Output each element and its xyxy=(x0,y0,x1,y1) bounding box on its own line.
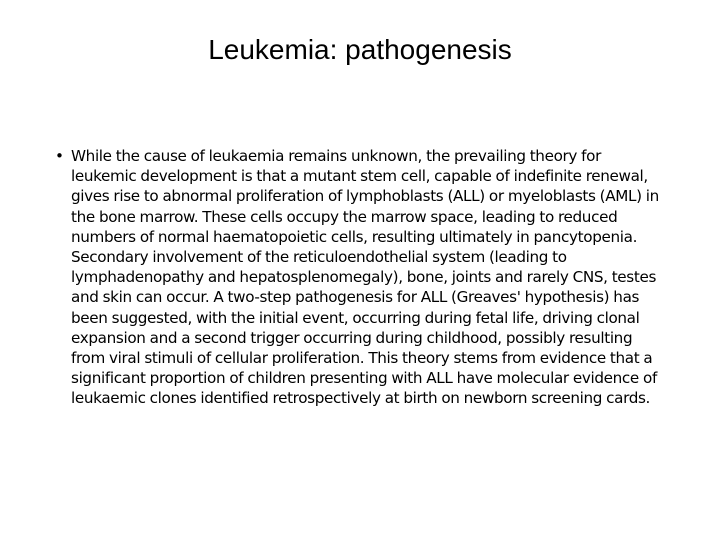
slide-title: Leukemia: pathogenesis xyxy=(208,34,512,65)
bullet-text: While the cause of leukaemia remains unknown, the prevailing theory for leukemic development is that a mutant stem cell, capable of indefinite renewal, gives rise to abnormal proliferation of lymphoblasts (ALL) or myeloblasts (AML) in the bone marrow. These cells occupy the marrow space, leading to reduced numbers of normal haematopoietic cells, resulting ultimately in pancytopenia. Secondary involvement of the reticuloendothelial system (leading to lymphadenopathy and hepatosplenomegaly), bone, joints and rarely CNS, testes and skin can occur. A two-step pathogenesis for ALL (Greaves' hypothesis) has been suggested, with the initial event, occurring during fetal life, driving clonal expansion and a second trigger occurring during childhood, possibly resulting from viral stimuli of cellular proliferation. This theory stems from evidence that a significant proportion of children presenting with ALL have molecular evidence of leukaemic clones identified retrospectively at birth on newborn screening cards. xyxy=(71,147,659,408)
bullet-icon: • xyxy=(55,147,64,165)
slide-body xyxy=(55,146,665,409)
bullet-item xyxy=(55,146,665,409)
